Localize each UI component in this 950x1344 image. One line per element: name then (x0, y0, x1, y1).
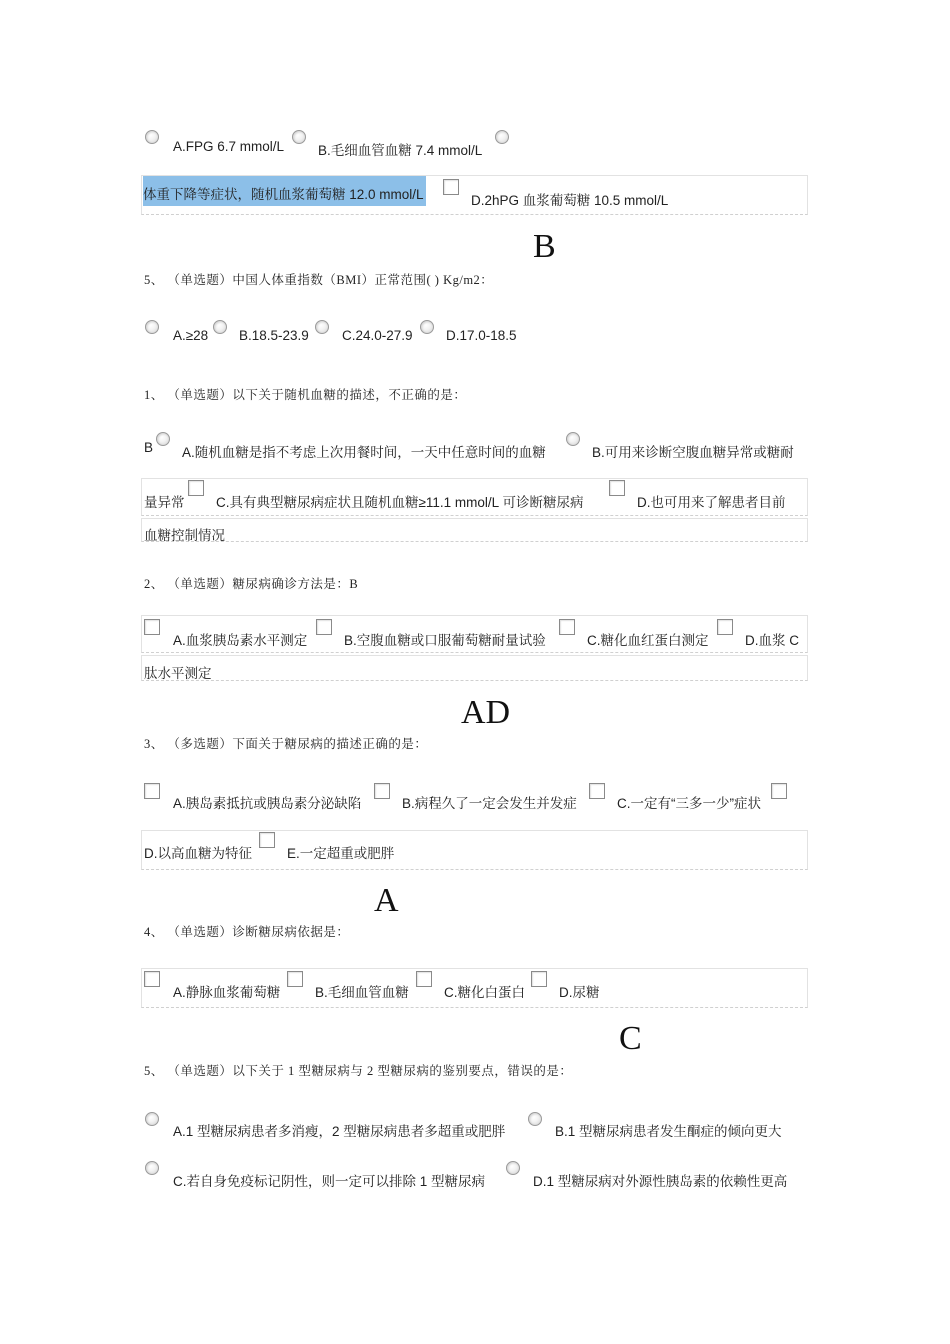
option-d-label: D.尿糖 (559, 985, 600, 1000)
radio-a[interactable] (156, 432, 170, 446)
checkbox-a[interactable] (144, 971, 160, 987)
option-b-label: B.毛细血管血糖 (315, 985, 409, 1000)
checkbox-c[interactable] (416, 971, 432, 987)
radio-b[interactable] (528, 1112, 542, 1126)
option-a-label: A.血浆胰岛素水平测定 (173, 633, 308, 648)
option-d-label-continued: 血糖控制情况 (144, 528, 225, 543)
radio-b[interactable] (292, 130, 306, 144)
question-stem: 4、 （单选题）诊断糖尿病依据是： (144, 925, 350, 939)
checkbox-e[interactable] (259, 832, 275, 848)
checkbox-d[interactable] (531, 971, 547, 987)
option-a-label: A.≥28 (173, 328, 209, 343)
option-d-label: D.17.0-18.5 (446, 328, 517, 343)
option-row-box (141, 518, 808, 542)
option-c-label: C.糖化血红蛋白测定 (587, 633, 709, 648)
checkbox-a[interactable] (144, 619, 160, 635)
question-stem: 2、 （单选题）糖尿病确诊方法是：B (144, 577, 359, 591)
checkbox-b[interactable] (287, 971, 303, 987)
option-d-label-continued: 肽水平测定 (144, 666, 212, 681)
radio-b[interactable] (566, 432, 580, 446)
answer-mark: A (374, 882, 399, 919)
radio-d[interactable] (420, 320, 434, 334)
option-c-label: C.24.0-27.9 (342, 328, 413, 343)
option-b-label: B.病程久了一定会发生并发症 (402, 796, 577, 811)
option-d-label: D.也可用来了解患者目前 (637, 495, 786, 510)
radio-a[interactable] (145, 320, 159, 334)
option-row-box (141, 655, 808, 681)
option-d-label: D.以高血糖为特征 (144, 846, 252, 861)
option-c-label: C.具有典型糖尿病症状且随机血糖≥11.1 mmol/L 可诊断糖尿病 (216, 495, 584, 510)
answer-prefix: B (144, 440, 154, 455)
checkbox-c[interactable] (188, 480, 204, 496)
checkbox-a[interactable] (144, 783, 160, 799)
option-b-label: B.毛细血管血糖 7.4 mmol/L (318, 143, 483, 158)
checkbox-c[interactable] (559, 619, 575, 635)
checkbox-d[interactable] (609, 480, 625, 496)
radio-c[interactable] (495, 130, 509, 144)
option-b-label-continued: 量异常 (144, 495, 185, 510)
checkbox-b[interactable] (316, 619, 332, 635)
option-b-label: B.1 型糖尿病患者发生酮症的倾向更大 (555, 1124, 782, 1139)
answer-mark: C (619, 1020, 642, 1057)
checkbox-c[interactable] (589, 783, 605, 799)
checkbox-d[interactable] (771, 783, 787, 799)
option-c-label: C.若自身免疫标记阴性，则一定可以排除 1 型糖尿病 (173, 1174, 486, 1189)
option-d-label: D.2hPG 血浆葡萄糖 10.5 mmol/L (471, 193, 669, 208)
option-d-label: D.1 型糖尿病对外源性胰岛素的依赖性更高 (533, 1174, 788, 1189)
option-a-label: A.1 型糖尿病患者多消瘦，2 型糖尿病患者多超重或肥胖 (173, 1124, 506, 1139)
radio-c[interactable] (315, 320, 329, 334)
option-c-label: C.一定有“三多一少”症状 (617, 796, 761, 811)
option-b-label: B.可用来诊断空腹血糖异常或糖耐 (592, 445, 794, 460)
checkbox-b[interactable] (374, 783, 390, 799)
radio-b[interactable] (213, 320, 227, 334)
option-a-label: A.胰岛素抵抗或胰岛素分泌缺陷 (173, 796, 362, 811)
radio-a[interactable] (145, 1112, 159, 1126)
option-a-label: A.FPG 6.7 mmol/L (173, 139, 285, 154)
option-e-label: E.一定超重或肥胖 (287, 846, 395, 861)
radio-c[interactable] (145, 1161, 159, 1175)
option-a-label: A.静脉血浆葡萄糖 (173, 985, 281, 1000)
answer-mark: AD (461, 694, 511, 731)
radio-d[interactable] (506, 1161, 520, 1175)
question-stem: 1、 （单选题）以下关于随机血糖的描述，不正确的是： (144, 388, 467, 402)
answer-mark: B (533, 228, 556, 265)
option-b-label: B.18.5-23.9 (239, 328, 309, 343)
question-stem: 5、 （单选题）中国人体重指数（BMI）正常范围( ) Kg/m2： (144, 273, 494, 287)
question-stem: 3、 （多选题）下面关于糖尿病的描述正确的是： (144, 737, 428, 751)
option-b-label: B.空腹血糖或口服葡萄糖耐量试验 (344, 633, 546, 648)
option-d-label: D.血浆 C (745, 633, 799, 648)
radio-a[interactable] (145, 130, 159, 144)
option-c-label: C.糖化白蛋白 (444, 985, 525, 1000)
option-a-label: A.随机血糖是指不考虑上次用餐时间，一天中任意时间的血糖 (182, 445, 546, 460)
option-c-label-highlighted: 体重下降等症状，随机血浆葡萄糖 12.0 mmol/L (143, 176, 426, 206)
checkbox-d[interactable] (717, 619, 733, 635)
question-stem: 5、 （单选题）以下关于 1 型糖尿病与 2 型糖尿病的鉴别要点，错误的是： (144, 1064, 573, 1078)
checkbox-d[interactable] (443, 179, 459, 195)
